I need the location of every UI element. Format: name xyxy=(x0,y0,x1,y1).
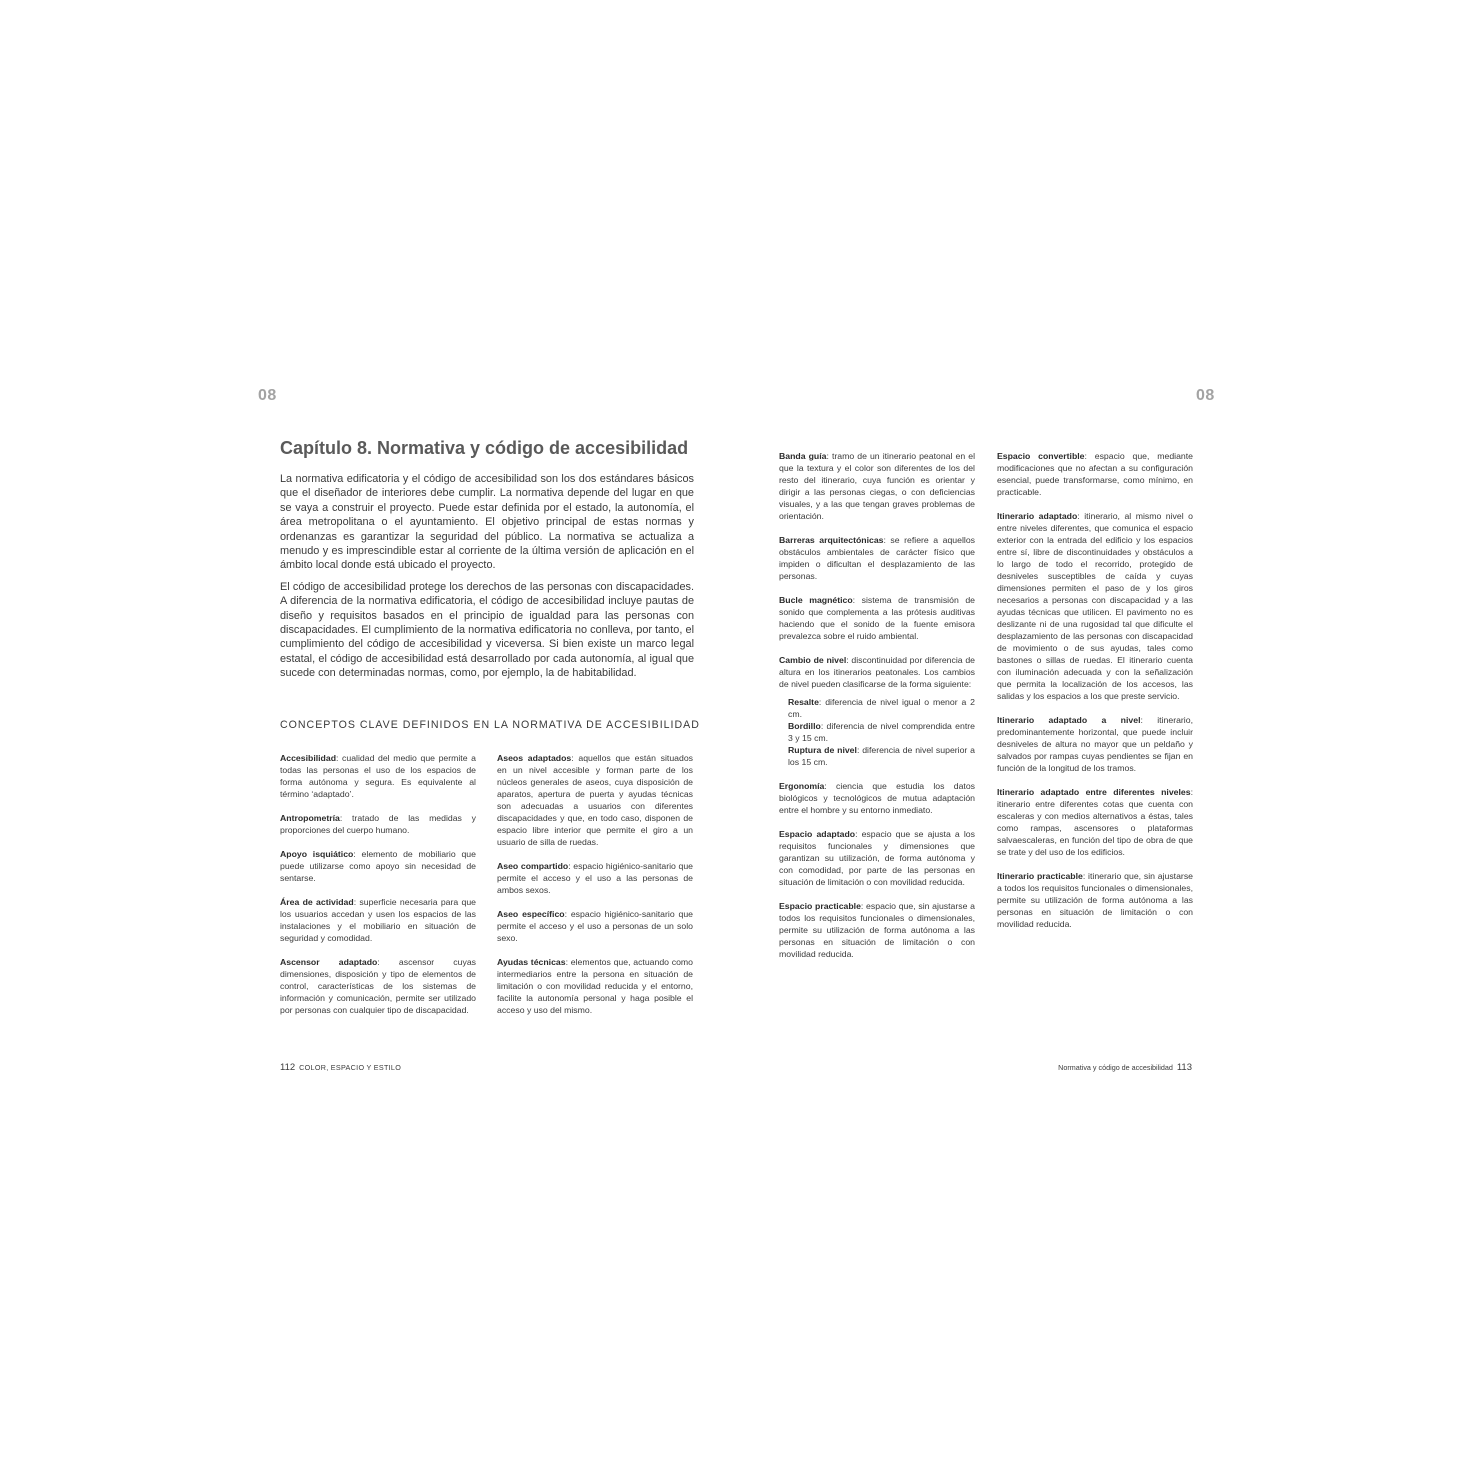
definition-term: Itinerario adaptado entre diferentes niveles xyxy=(997,787,1191,797)
definition-entry xyxy=(997,450,1193,498)
definition-term: Apoyo isquiático xyxy=(280,849,354,859)
definition-term: Espacio convertible xyxy=(997,451,1085,461)
definition-term: Ruptura de nivel xyxy=(788,745,857,755)
definitions-column-3 xyxy=(779,450,975,972)
definition-term: Barreras arquitectónicas xyxy=(779,535,884,545)
definition-entry xyxy=(779,450,975,522)
folio-right xyxy=(1000,1062,1192,1073)
definition-term: Aseo compartido xyxy=(497,861,569,871)
definition-term: Ergonomía xyxy=(779,781,825,791)
definition-text: : discontinuidad por diferencia de altura en los itinerarios peatonales. Los cambios de nivel pueden clasificarse de la forma siguiente: xyxy=(779,655,975,689)
level-change-item xyxy=(788,696,975,720)
intro-paragraph: La normativa edificatoria y el código de accesibilidad son los dos estándares básicos que el diseñador de interiores debe cumplir. La normativa depende del lugar en que se vaya a construir el proyecto. Puede estar definida por el estado, la autonomía, el área metropolitana o el ayuntamiento. El objetivo principal de estas normas y ordenanzas es garantizar la seguridad del público. La normativa se actualiza a menudo y es imprescindible estar al corriente de la última versión de aplicación en el ámbito local donde está ubicado el proyecto. xyxy=(280,473,694,572)
definition-entry xyxy=(280,896,476,944)
definition-entry xyxy=(497,908,693,944)
definition-entry xyxy=(497,860,693,896)
definition-term: Itinerario adaptado a nivel xyxy=(997,715,1141,725)
definition-entry xyxy=(497,956,693,1016)
definition-text: : superficie necesaria para que los usuarios accedan y usen los espacios de las instalaciones y el mobiliario en situación de seguridad y comodidad. xyxy=(280,897,476,943)
section-heading: CONCEPTOS CLAVE DEFINIDOS EN LA NORMATIVA DE ACCESIBILIDAD xyxy=(280,719,700,731)
definition-text: : ciencia que estudia los datos biológicos y tecnológicos de mutua adaptación entre el hombre y su entorno inmediato. xyxy=(779,781,975,815)
definition-text: : elemento de mobiliario que puede utilizarse como apoyo sin necesidad de sentarse. xyxy=(280,849,476,883)
definition-text: : itinerario, al mismo nivel o entre niveles diferentes, que comunica el espacio exterior con la entrada del edificio y los espacios entre sí, libre de discontinuidades y obstáculos a lo largo de todo el recorrido, protegido de desniveles susceptibles de caída y cuyas dimensiones permiten el paso de y los giros necesarios a personas con discapacidad y a las ayudas técnicas que utilicen. El pavimento no es deslizante ni de una rugosidad tal que dificulte el desplazamiento de las personas con discapacidad de movimiento o de sus ayudas, tales como bastones o sillas de ruedas. El itinerario cuenta con iluminación adecuada y con la señalización que permita la localización de los accesos, las salidas y los espacios a los que preste servicio. xyxy=(997,511,1193,701)
definition-entry xyxy=(779,780,975,816)
definition-term: Aseo específico xyxy=(497,909,565,919)
definition-term: Cambio de nivel xyxy=(779,655,847,665)
definition-term: Antropometría xyxy=(280,813,340,823)
definition-term: Bordillo xyxy=(788,721,821,731)
definitions-column-1 xyxy=(280,752,476,1028)
definition-text: : aquellos que están situados en un nivel accesible y forman parte de los núcleos generales de aseos, cuya disposición de aparatos, apertura de puerta y ayudas técnicas son adecuadas a usuarios con diferentes discapacidades y que, en todo caso, disponen de espacio libre interior que permite el giro a un usuario de silla de ruedas. xyxy=(497,753,693,847)
definition-entry xyxy=(779,900,975,960)
definition-text: : espacio que, sin ajustarse a todos los requisitos funcionales o dimensionales, permite su utilización de forma autónoma a las personas en situación de limitación o con movilidad reducida. xyxy=(779,901,975,959)
definitions-column-2 xyxy=(497,752,693,1028)
definition-text: : cualidad del medio que permite a todas las personas el uso de los espacios de forma autónoma y segura. Es equivalente al término ‘adaptado’. xyxy=(280,753,476,799)
definition-entry xyxy=(997,510,1193,702)
definition-term: Accesibilidad xyxy=(280,753,337,763)
page-number: 112 xyxy=(280,1062,296,1073)
definition-term: Resalte xyxy=(788,697,819,707)
definition-text: : espacio higiénico-sanitario que permite el acceso y el uso a personas de un solo sexo. xyxy=(497,909,693,943)
chapter-title: Capítulo 8. Normativa y código de accesibilidad xyxy=(280,438,689,458)
definition-term: Itinerario practicable xyxy=(997,871,1083,881)
level-change-item xyxy=(788,744,975,768)
definition-text: : diferencia de nivel superior a los 15 cm. xyxy=(788,745,976,767)
chapter-number-right: 08 xyxy=(1196,387,1215,404)
definition-entry xyxy=(779,534,975,582)
definition-text: : diferencia de nivel igual o menor a 2 cm. xyxy=(788,697,975,719)
level-change-item xyxy=(788,720,975,744)
definition-term: Espacio adaptado xyxy=(779,829,856,839)
definition-text: : espacio higiénico-sanitario que permite el acceso y el uso a las personas de ambos sexos. xyxy=(497,861,693,895)
intro-text xyxy=(280,472,694,688)
definition-text: : tramo de un itinerario peatonal en el que la textura y el color son diferentes de los del resto del itinerario, cuya función es orientar y dirigir a las personas ciegas, o con deficiencias visuales, y a las que tengan graves problemas de orientación. xyxy=(779,451,975,521)
definition-term: Banda guía xyxy=(779,451,827,461)
definition-text: : se refiere a aquellos obstáculos ambientales de carácter físico que impiden o dificultan el desplazamiento de las personas. xyxy=(779,535,975,581)
definition-term: Aseos adaptados xyxy=(497,753,572,763)
definition-text: : elementos que, actuando como intermediarios entre la persona en situación de limitación o con movilidad reducida y el entorno, facilite la autonomía personal y haga posible el acceso y uso del mismo. xyxy=(497,957,693,1015)
definition-text: : diferencia de nivel comprendida entre 3 y 15 cm. xyxy=(788,721,975,743)
definition-text: : espacio que, mediante modificaciones que no afectan a su configuración esencial, puede transformarse, como mínimo, en practicable. xyxy=(997,451,1193,497)
definition-text: : tratado de las medidas y proporciones del cuerpo humano. xyxy=(280,813,476,835)
definition-entry xyxy=(997,714,1193,774)
definition-text: : ascensor cuyas dimensiones, disposición y tipo de elementos de control, características de los sistemas de información y comunicación, permite ser utilizado por personas con cualquier tipo de discapacidad. xyxy=(280,957,477,1015)
running-head: COLOR, ESPACIO Y ESTILO xyxy=(299,1063,402,1072)
running-head: Normativa y código de accesibilidad xyxy=(1058,1063,1173,1072)
definition-term: Área de actividad xyxy=(280,897,354,907)
definition-term: Bucle magnético xyxy=(779,595,853,605)
definition-entry xyxy=(280,812,476,836)
definition-term: Ayudas técnicas xyxy=(497,957,566,967)
definition-text: : itinerario, predominantemente horizontal, que puede incluir desniveles de altura no mayor que un peldaño y salvados por rampas cuyas pendientes se fijan en función de la longitud de los tramos. xyxy=(997,715,1193,773)
definition-entry xyxy=(779,594,975,642)
folio-left xyxy=(280,1062,401,1073)
definition-entry xyxy=(280,956,476,1016)
definition-entry xyxy=(497,752,693,848)
chapter-number-left: 08 xyxy=(258,387,277,404)
definition-term: Ascensor adaptado xyxy=(280,957,378,967)
definition-text: : espacio que se ajusta a los requisitos funcionales y dimensiones que garantizan su utilización, de forma autónoma y con comodidad, por parte de las personas en situación de limitación o con movilidad reducida. xyxy=(779,829,975,887)
definition-entry xyxy=(779,828,975,888)
page-number: 113 xyxy=(1176,1062,1192,1073)
definition-term: Itinerario adaptado xyxy=(997,511,1078,521)
definition-text: : itinerario que, sin ajustarse a todos los requisitos funcionales o dimensionales, permite su utilización de forma autónoma a las personas en situación de limitación o con movilidad reducida. xyxy=(997,871,1193,929)
definition-text: : itinerario entre diferentes cotas que cuenta con escaleras y con medios alternativos a éstas, tales como rampas, ascensores o plataformas salvaescaleras, en función del tipo de obra de que se trate y del uso de los edificios. xyxy=(997,787,1193,857)
intro-paragraph: El código de accesibilidad protege los derechos de las personas con discapacidades. A diferencia de la normativa edificatoria, el código de accesibilidad incluye pautas de diseño y requisitos basados en el principio de igualdad para las personas con discapacidades. El cumplimiento de la normativa edificatoria no conlleva, por tanto, el cumplimiento del código de accesibilidad y viceversa. Si bien existe un marco legal estatal, el código de accesibilidad está desarrollado por cada autonomía, al igual que sucede con determinadas normas, como, por ejemplo, la de habitabilidad. xyxy=(280,580,694,680)
definition-entry xyxy=(779,654,975,690)
definition-term: Espacio practicable xyxy=(779,901,861,911)
level-change-list xyxy=(779,696,975,768)
definition-entry xyxy=(280,848,476,884)
definition-entry xyxy=(280,752,476,800)
definitions-column-4 xyxy=(997,450,1193,942)
definition-text: : sistema de transmisión de sonido que complementa a las prótesis auditivas haciendo que el sonido de la fuente emisora prevalezca sobre el ruido ambiental. xyxy=(779,595,975,641)
definition-entry xyxy=(997,786,1193,858)
definition-entry xyxy=(997,870,1193,930)
